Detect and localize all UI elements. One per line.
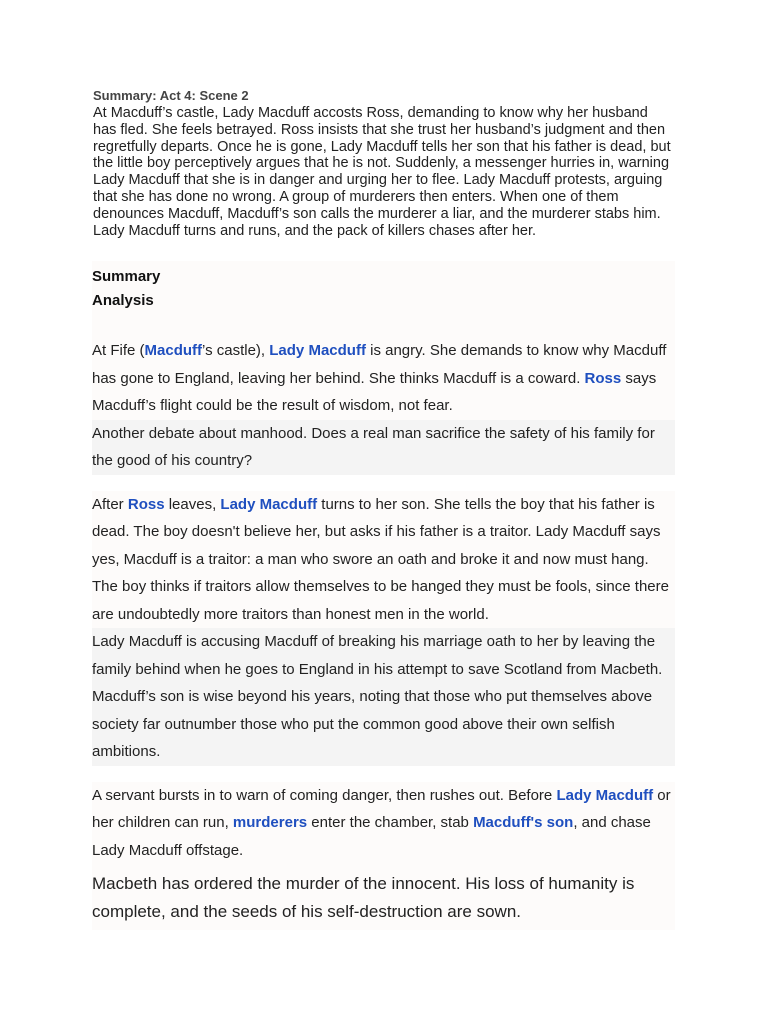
link-lady-macduff[interactable]: Lady Macduff	[269, 342, 366, 360]
link-ross[interactable]: Ross	[584, 369, 622, 387]
link-lady-macduff[interactable]: Lady Macduff	[556, 786, 654, 804]
summary-heading: Summary: Act 4: Scene 2	[93, 88, 249, 103]
spacer	[92, 766, 675, 782]
link-lady-macduff[interactable]: Lady Macduff	[220, 495, 318, 513]
document-page	[93, 86, 675, 930]
analysis-row-2: Lady Macduff is accusing Macduff of breaking his marriage oath to her by leaving the family behind when he goes to England in his attempt to save Scotland from Macbeth. Macduff’s son is wise beyond his years, noting that those who put themselves above society far outnumber those who put the common good above their own selfish ambitions.	[92, 628, 675, 766]
tab-analysis[interactable]: Analysis	[92, 292, 154, 310]
link-murderers[interactable]: murderers	[232, 814, 308, 832]
link-macduffs-son[interactable]: Macduff's son	[473, 814, 574, 832]
tab-summary[interactable]: Summary	[92, 268, 161, 286]
tab-bar	[92, 261, 675, 327]
summary-analysis-table	[92, 261, 675, 930]
summary-row-3: A servant bursts in to warn of coming danger, then rushes out. Before Lady Macduff or her children can run, murderers enter the chamber, stab Macduff's son, and chase Lady Macduff offstage.	[92, 782, 675, 865]
summary-row-2: After Ross leaves, Lady Macduff turns to her son. She tells the boy that his father is dead. The boy doesn't believe her, but asks if his father is a traitor. Lady Macduff says yes, Macduff is a traitor: a man who swore an oath and broke it and now must hang. The boy thinks if traitors allow themselves to be hanged they must be fools, since there are undoubtedly more traitors than honest men in the world.	[92, 491, 675, 629]
analysis-row-1: Another debate about manhood. Does a real man sacrifice the safety of his family for the good of his country?	[92, 420, 675, 475]
summary-paragraph: At Macduff’s castle, Lady Macduff accosts Ross, demanding to know why her husband has fled. She feels betrayed. Ross insists that she trust her husband’s judgment and then regretfully departs. Once he is gone, Lady Macduff tells her son that his father is dead, but the little boy perceptively argues that he is not. Suddenly, a messenger hurries in, warning Lady Macduff that she is in danger and urging her to flee. Lady Macduff protests, arguing that she has done no wrong. A group of murderers then enters. When one of them denounces Macduff, Macduff’s son calls the murderer a liar, and the murderer stabs him. Lady Macduff turns and runs, and the pack of killers chases after her.	[93, 105, 671, 239]
link-ross[interactable]: Ross	[127, 495, 165, 513]
link-macduff[interactable]: Macduff	[144, 342, 203, 360]
summary-row-1: At Fife (Macduff’s castle), Lady Macduff is angry. She demands to know why Macduff has gone to England, leaving her behind. She thinks Macduff is a coward. Ross says Macduff’s flight could be the result of wisdom, not fear.	[92, 327, 675, 420]
spacer	[92, 475, 675, 491]
analysis-row-3: Macbeth has ordered the murder of the innocent. His loss of humanity is complete, and the seeds of his self-destruction are sown.	[92, 864, 675, 930]
